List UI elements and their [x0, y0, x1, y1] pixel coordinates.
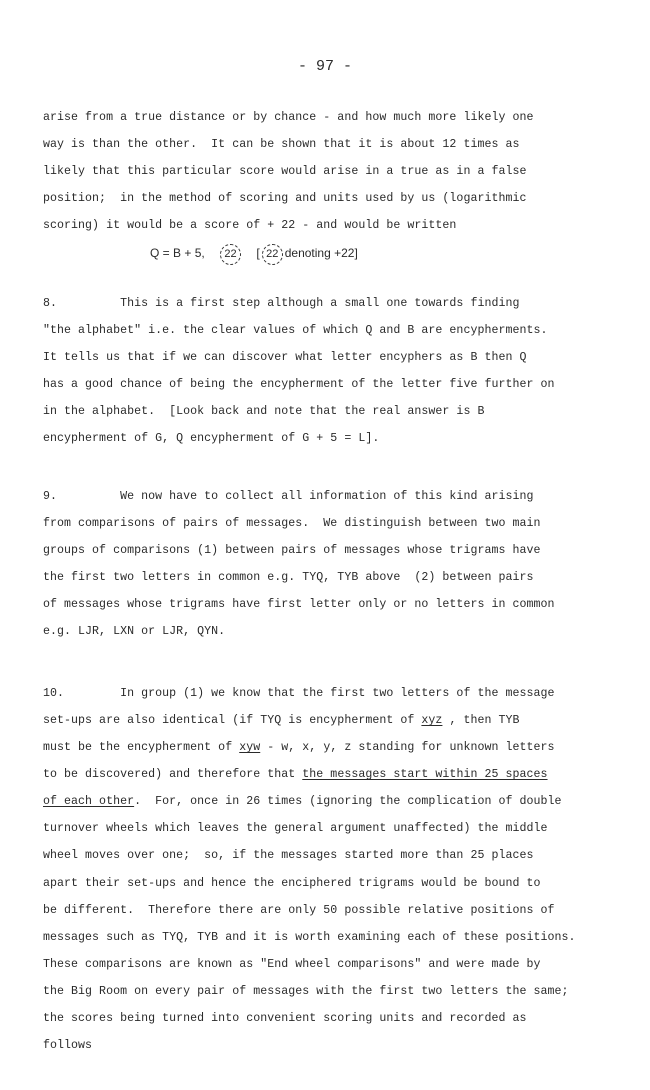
text-line — [43, 218, 456, 234]
text-segment: , then TYB — [442, 714, 520, 727]
text-line — [43, 296, 520, 312]
formula — [150, 243, 358, 265]
text-line — [43, 957, 541, 973]
text-line — [43, 377, 555, 393]
text-segment: the first two letters in common e.g. TYQ, TYB above (2) between pairs — [43, 571, 534, 584]
text-segment: encypherment of G, Q encypherment of G + 5 = L]. — [43, 432, 380, 445]
text-segment: groups of comparisons (1) between pairs of messages whose trigrams have — [43, 544, 541, 557]
underlined-text: the messages start within 25 spaces — [302, 768, 548, 781]
text-line — [43, 1011, 527, 1027]
text-line — [43, 713, 520, 729]
text-line — [43, 489, 534, 505]
page-number: - 97 - — [297, 58, 352, 75]
text-line — [43, 110, 534, 126]
text-line — [43, 848, 534, 864]
formula-equation: Q = B + 5, — [150, 246, 205, 260]
text-segment: in the alphabet. [Look back and note that the real answer is B — [43, 405, 485, 418]
circled-score-legend: 22 — [262, 244, 283, 265]
text-segment: 9. We now have to collect all information of this kind arising — [43, 490, 534, 503]
text-segment: has a good chance of being the encypherment of the letter five further on — [43, 378, 555, 391]
text-segment: apart their set-ups and hence the enciphered trigrams would be bound to — [43, 877, 541, 890]
text-line — [43, 543, 541, 559]
text-line — [43, 137, 520, 153]
text-line — [43, 930, 576, 946]
text-segment: must be the encypherment of — [43, 741, 240, 754]
text-segment: e.g. LJR, LXN or LJR, QYN. — [43, 625, 226, 638]
text-line — [43, 570, 534, 586]
text-segment: - w, x, y, z standing for unknown letters — [260, 741, 555, 754]
text-segment: the Big Room on every pair of messages with the first two letters the same; — [43, 985, 569, 998]
underlined-text: of each other — [43, 795, 135, 808]
text-segment: way is than the other. It can be shown that it is about 12 times as — [43, 138, 520, 151]
text-segment: arise from a true distance or by chance - and how much more likely one — [43, 111, 534, 124]
text-segment: of messages whose trigrams have first letter only or no letters in common — [43, 598, 555, 611]
text-line — [43, 740, 555, 756]
text-segment: "the alphabet" i.e. the clear values of which Q and B are encypherments. — [43, 324, 548, 337]
text-line — [43, 431, 379, 447]
text-segment: wheel moves over one; so, if the messages started more than 25 places — [43, 849, 534, 862]
text-segment: set-ups are also identical (if TYQ is encypherment of — [43, 714, 422, 727]
text-line — [43, 323, 548, 339]
underlined-text: xyw — [239, 741, 261, 754]
text-segment: turnover wheels which leaves the general argument unaffected) the middle — [43, 822, 548, 835]
text-segment: to be discovered) and therefore that — [43, 768, 303, 781]
text-line — [43, 821, 548, 837]
text-line — [43, 516, 541, 532]
formula-legend: denoting +22] — [284, 246, 358, 260]
text-line — [43, 597, 555, 613]
text-segment: 8. This is a first step although a small one towards finding — [43, 297, 520, 310]
text-segment: position; in the method of scoring and units used by us (logarithmic — [43, 192, 527, 205]
text-line — [43, 876, 541, 892]
text-line — [43, 984, 569, 1000]
text-segment: scoring) it would be a score of + 22 - and would be written — [43, 219, 457, 232]
text-line — [43, 191, 527, 207]
text-segment: follows — [43, 1039, 93, 1052]
circled-score: 22 — [220, 244, 241, 265]
text-line — [43, 686, 555, 702]
text-line — [43, 350, 527, 366]
text-line — [43, 164, 527, 180]
text-segment: from comparisons of pairs of messages. We distinguish between two main — [43, 517, 541, 530]
bracket-open: [ — [256, 246, 260, 260]
underlined-text: xyz — [421, 714, 443, 727]
text-segment: It tells us that if we can discover what letter encyphers as B then Q — [43, 351, 527, 364]
text-segment: messages such as TYQ, TYB and it is worth examining each of these positions. — [43, 931, 576, 944]
text-segment: likely that this particular score would arise in a true as in a false — [43, 165, 527, 178]
text-segment: be different. Therefore there are only 50 possible relative positions of — [43, 904, 555, 917]
text-segment: . For, once in 26 times (ignoring the complication of double — [134, 795, 562, 808]
text-segment: These comparisons are known as "End wheel comparisons" and were made by — [43, 958, 541, 971]
text-line — [43, 404, 484, 420]
text-line — [43, 903, 555, 919]
text-segment: 10. In group (1) we know that the first two letters of the message — [43, 687, 555, 700]
text-segment: the scores being turned into convenient scoring units and recorded as — [43, 1012, 527, 1025]
text-line — [43, 624, 225, 640]
text-line — [43, 767, 548, 783]
text-line — [43, 794, 562, 810]
text-line — [43, 1038, 92, 1054]
